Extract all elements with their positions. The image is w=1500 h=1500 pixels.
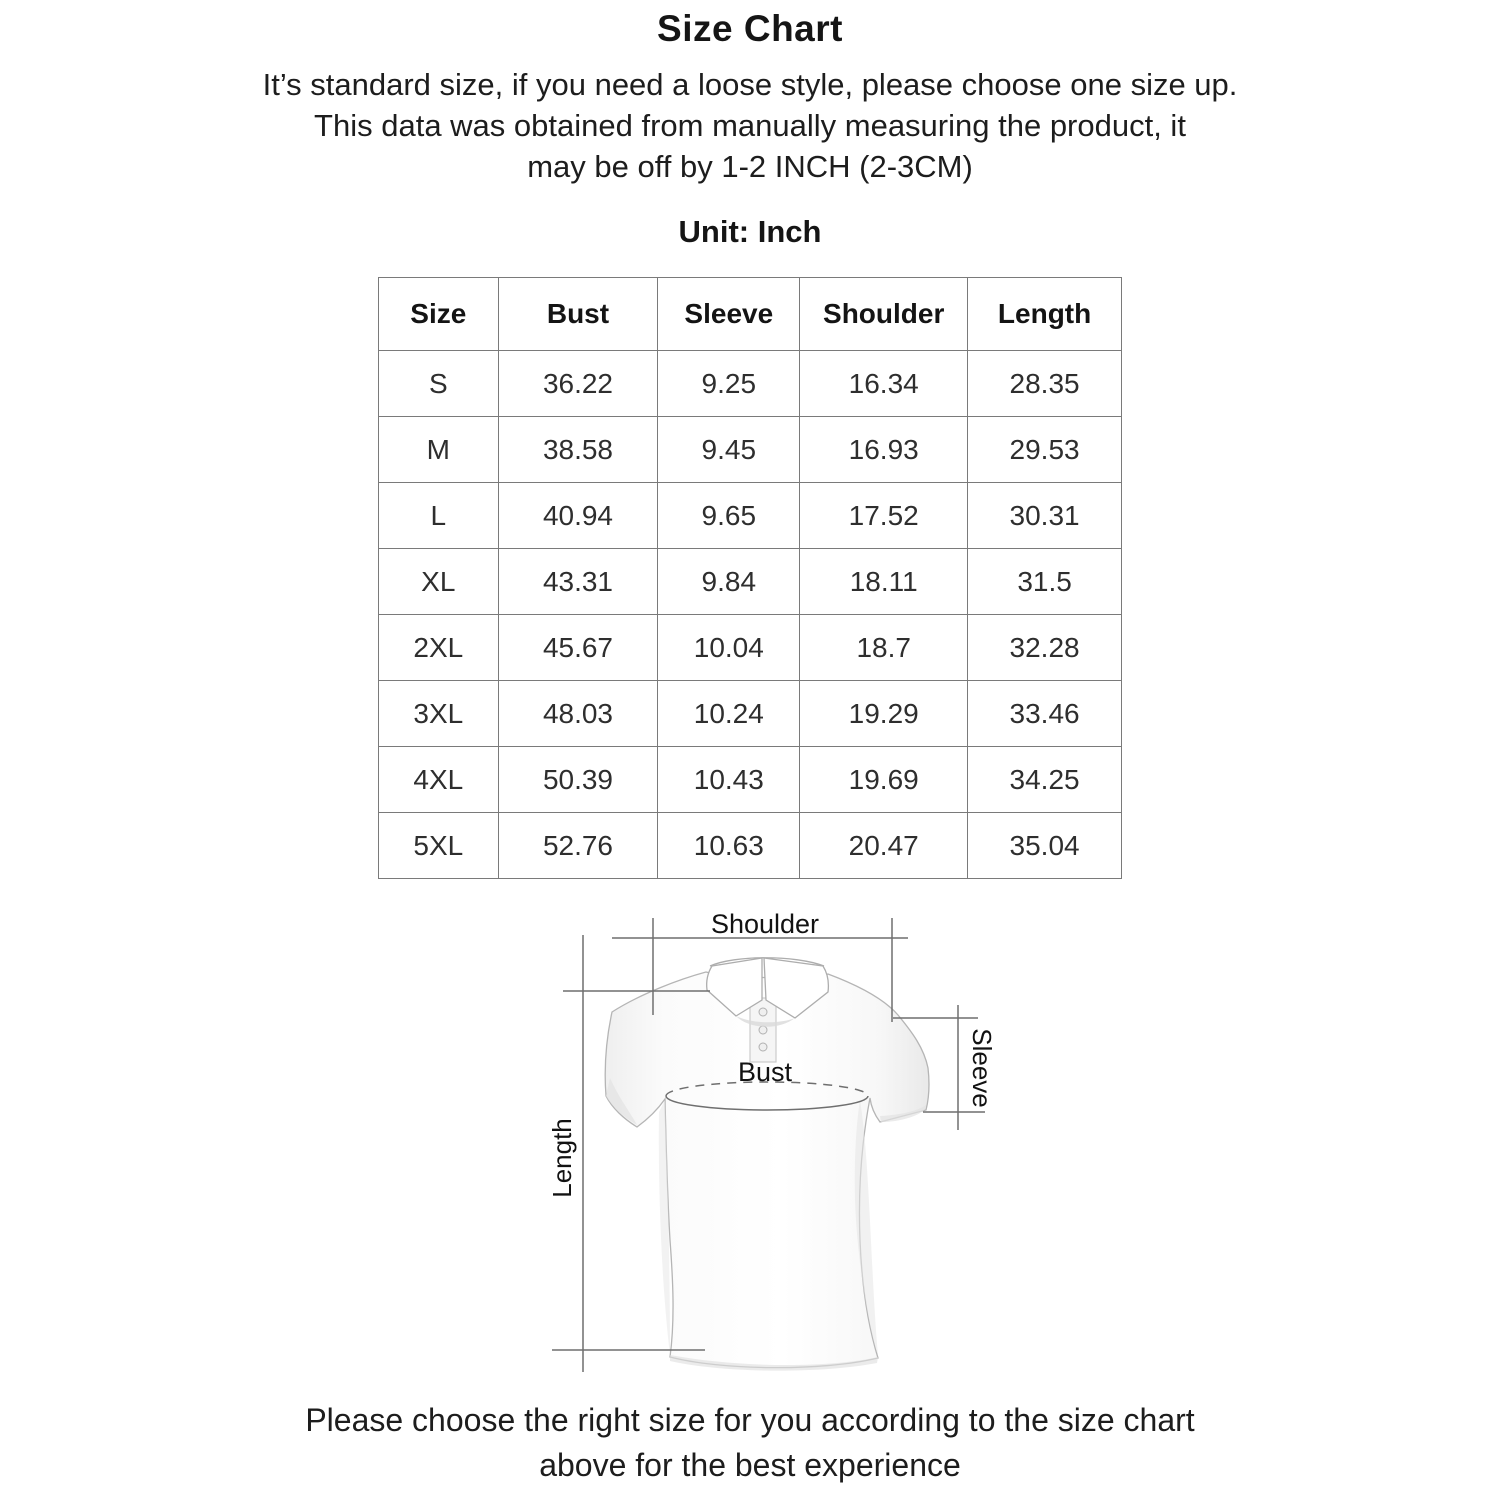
bust-cell: 52.76 [498, 813, 658, 879]
table-row [379, 813, 1122, 879]
size-cell: M [379, 417, 499, 483]
sleeve-cell: 9.25 [658, 351, 800, 417]
column-header-shoulder: Shoulder [800, 278, 968, 351]
length-cell: 33.46 [968, 681, 1122, 747]
size-cell: S [379, 351, 499, 417]
length-label: Length [547, 1118, 577, 1198]
unit-label: Unit: Inch [678, 214, 822, 249]
footer-note-line: Please choose the right size for you according to the size chart [305, 1402, 1195, 1438]
size-cell: L [379, 483, 499, 549]
length-cell: 32.28 [968, 615, 1122, 681]
footer-note [0, 1398, 1500, 1488]
length-cell: 35.04 [968, 813, 1122, 879]
length-cell: 31.5 [968, 549, 1122, 615]
shoulder-cell: 17.52 [800, 483, 968, 549]
size-note-line: This data was obtained from manually measuring the product, it [314, 108, 1186, 143]
sleeve-cell: 9.45 [658, 417, 800, 483]
size-table [378, 277, 1122, 879]
bust-cell: 48.03 [498, 681, 658, 747]
sleeve-cell: 10.63 [658, 813, 800, 879]
bust-cell: 45.67 [498, 615, 658, 681]
table-row [379, 417, 1122, 483]
shoulder-cell: 18.11 [800, 549, 968, 615]
bust-cell: 40.94 [498, 483, 658, 549]
shoulder-label: Shoulder [710, 909, 820, 939]
sleeve-cell: 10.04 [658, 615, 800, 681]
table-row [379, 615, 1122, 681]
sleeve-cell: 10.43 [658, 747, 800, 813]
bust-cell: 43.31 [498, 549, 658, 615]
length-cell: 34.25 [968, 747, 1122, 813]
column-header-bust: Bust [498, 278, 658, 351]
shoulder-cell: 16.34 [800, 351, 968, 417]
size-cell: 2XL [379, 615, 499, 681]
sleeve-cell: 9.65 [658, 483, 800, 549]
shoulder-cell: 19.29 [800, 681, 968, 747]
shirt-illustration [605, 958, 929, 1371]
sleeve-cell: 10.24 [658, 681, 800, 747]
sleeve-label: Sleeve [967, 1028, 997, 1108]
table-row [379, 351, 1122, 417]
bust-cell: 38.58 [498, 417, 658, 483]
table-row [379, 681, 1122, 747]
size-note-line: It’s standard size, if you need a loose style, please choose one size up. [262, 67, 1238, 102]
size-cell: 4XL [379, 747, 499, 813]
footer-note-line: above for the best experience [539, 1447, 961, 1483]
bust-cell: 50.39 [498, 747, 658, 813]
length-cell: 29.53 [968, 417, 1122, 483]
page-title: Size Chart [657, 8, 843, 49]
size-cell: 5XL [379, 813, 499, 879]
table-row [379, 747, 1122, 813]
size-note-line: may be off by 1-2 INCH (2-3CM) [527, 149, 973, 184]
column-header-length: Length [968, 278, 1122, 351]
table-row [379, 483, 1122, 549]
size-cell: 3XL [379, 681, 499, 747]
polo-shirt-diagram [540, 900, 1050, 1390]
sleeve-cell: 9.84 [658, 549, 800, 615]
shoulder-cell: 19.69 [800, 747, 968, 813]
shoulder-cell: 16.93 [800, 417, 968, 483]
shoulder-cell: 20.47 [800, 813, 968, 879]
table-row [379, 549, 1122, 615]
shoulder-cell: 18.7 [800, 615, 968, 681]
column-header-sleeve: Sleeve [658, 278, 800, 351]
bust-cell: 36.22 [498, 351, 658, 417]
bust-label: Bust [737, 1057, 793, 1087]
size-table-header-row [379, 278, 1122, 351]
length-cell: 30.31 [968, 483, 1122, 549]
length-cell: 28.35 [968, 351, 1122, 417]
column-header-size: Size [379, 278, 499, 351]
size-cell: XL [379, 549, 499, 615]
measurement-diagram [540, 900, 1050, 1390]
size-note [0, 64, 1500, 187]
